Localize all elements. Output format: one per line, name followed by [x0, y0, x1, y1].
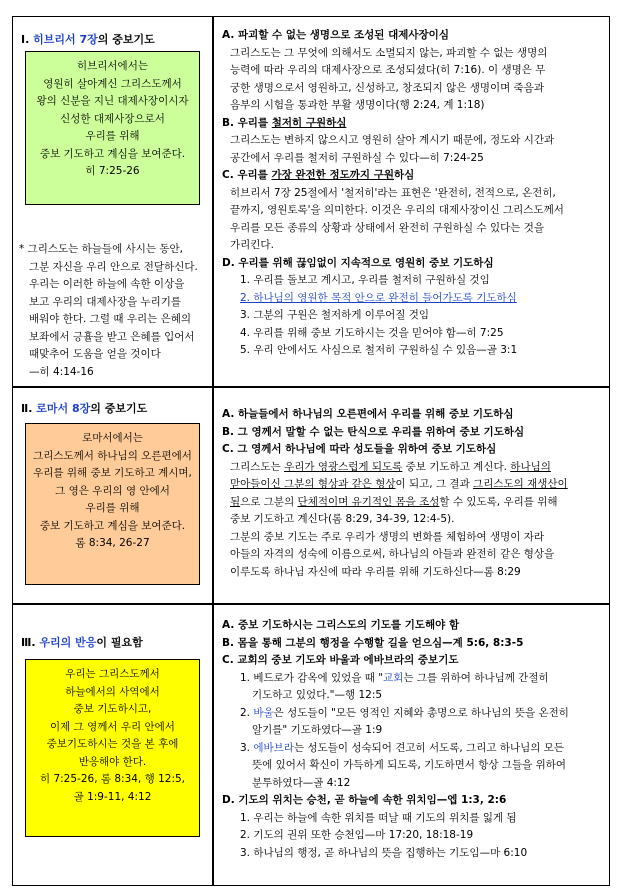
point-d-item: 3. 그분의 구원은 철저하게 이루어질 것임	[240, 309, 429, 321]
point-d-heading: D. 기도의 위치는 승천, 곧 하늘에 속한 위치임—엡 1:3, 2:6	[222, 794, 507, 806]
section-2-title-highlight: 로마서 8장	[36, 402, 91, 415]
point-b-heading: B. 몸을 통해 그분의 행정을 수행할 길을 얻으심—계 5:6, 8:3-5	[222, 636, 524, 649]
point-b-body: 그리스도는 변하지 않으시고 영원히 살아 계시기 때문에, 정도와 시간과	[230, 134, 555, 146]
note-line: 우리는 이러한 하늘에 속한 이상을	[29, 278, 185, 290]
row-divider-2	[13, 603, 609, 605]
point-a-body: 음부의 시험을 통과한 부활 생명이다(행 2:24, 계 1:18)	[230, 99, 485, 111]
point-c-item: 3. 에바브라는 성도들이 성숙되어 견고히 서도록, 그리고 하나님의 모든	[240, 741, 565, 754]
point-b-body: 공간에서 우리를 철저히 구원하실 수 있다—히 7:24-25	[230, 151, 484, 164]
section-1-title-rest: 의 중보기도	[97, 33, 155, 46]
point-c-body: 맏아들이신 그분의 형상과 같은 형상이 되고, 그 결과 그리스도의 재생산이	[230, 478, 568, 490]
section-3-title: Ⅲ. 우리의 반응이 필요함	[21, 636, 143, 649]
point-a-body: 능력에 따라 우리의 대제사장으로 조성되셨다(히 7:16). 이 생명은 무	[230, 64, 546, 76]
box-line: 히 7:25-26, 롬 8:34, 행 12:5,	[39, 773, 186, 785]
point-d-item-highlighted: 2. 하나님의 영원한 목적 안으로 완전히 들어가도록 기도하심	[240, 291, 517, 304]
box-line: 이제 그 영께서 우리 안에서	[50, 720, 175, 733]
point-b-heading: B. 우리를 철저히 구원하심	[222, 116, 347, 129]
point-c-item-cont: 분투하였다—골 4:12	[252, 776, 351, 789]
section-3-title-rest: 이 필요함	[96, 636, 143, 649]
note-line: 때맞추어 도움을 얻을 것이다	[29, 348, 161, 360]
point-c-body: 우리를 모든 종류의 상황과 상태에서 완전히 구원하실 수 있다는 것을	[230, 221, 545, 234]
point-c-heading: C. 우리를 가장 완전한 정도까지 구원하심	[222, 169, 415, 181]
box-line: 롬 8:34, 26-27	[75, 537, 150, 549]
point-c-item: 2. 바울은 성도들이 "모든 영적인 지혜와 총명으로 하나님의 뜻을 온전히	[240, 706, 569, 719]
point-c-body: 이루도록 하나님 자신에 따라 우리를 위해 기도하신다—롬 8:29	[230, 565, 521, 578]
box-line: 중보 기도하고 계심을 보여준다.	[39, 147, 186, 160]
section-2-title-rest: 의 중보기도	[90, 402, 148, 415]
note-line: —히 4:14-16	[29, 365, 94, 378]
section-1-note	[19, 241, 198, 381]
section-1-content	[214, 27, 608, 360]
box-line: 로마서에서는	[82, 432, 143, 444]
point-b-heading: B. 그 영께서 말할 수 없는 탄식으로 우리를 위하여 중보 기도하심	[222, 425, 525, 438]
point-c-item-cont: 알기를" 기도하였다—골 1:9	[252, 724, 383, 736]
point-d-item: 4. 우리를 위해 중보 기도하시는 것을 믿어야 함—히 7:25	[240, 326, 504, 339]
box-line: 그 영은 우리의 영 안에서	[55, 484, 170, 497]
point-c-item-cont: 뜻에 있어서 확신이 가득하게 되도록, 기도하면서 항상 그들을 위하여	[252, 759, 567, 771]
point-d-item: 5. 우리 안에서도 사심으로 철저히 구원하실 수 있음—골 3:1	[240, 344, 518, 356]
note-line: 보좌에서 긍휼을 받고 은혜를 입어서	[29, 330, 195, 343]
point-c-body: 히브리서 7장 25절에서 '철저히'라는 표현은 '완전히, 전적으로, 온전히,	[230, 186, 556, 199]
point-c-heading: C. 그 영께서 하나님에 따라 성도들을 위하여 중보 기도하심	[222, 443, 497, 455]
point-c-item: 1. 베드로가 감옥에 있었을 때 "교회는 그를 위하여 하나님께 간절히	[240, 671, 549, 684]
box-line: 반응해야 한다.	[78, 755, 147, 768]
note-line: * 그리스도는 하늘들에 사시는 동안,	[19, 243, 183, 255]
point-c-body: 끝까지, 영원토록'을 의미한다. 이것은 우리의 대제사장이신 그리스도께서	[230, 204, 564, 216]
box-line: 우리를 위해	[85, 130, 140, 142]
box-line: 중보 기도하시고,	[73, 703, 152, 715]
point-c-body: 그분의 중보 기도는 주로 우리가 생명의 변화를 체험하여 생명이 자라	[230, 530, 545, 543]
point-d-heading: D. 우리를 위해 끊임없이 지속적으로 영원히 중보 기도하심	[222, 256, 494, 269]
outline-table	[12, 16, 610, 886]
section-1-title-highlight: 히브리서 7장	[33, 33, 98, 46]
point-c-body: 그리스도는 우리가 영광스럽게 되도록 중보 기도하고 계신다. 하나님의	[230, 460, 551, 473]
box-line: 중보기도하시는 것을 본 후에	[46, 738, 179, 750]
section-1-summary-box	[25, 51, 200, 205]
point-c-body: 중보 기도하고 계신다(롬 8:29, 34-39, 12:4-5).	[230, 513, 455, 525]
box-line: 중보 기도하고 계심을 보여준다.	[39, 519, 186, 532]
note-line: 그분 자신을 우리 안으로 전달하신다.	[29, 260, 198, 273]
box-line: 신성한 대제사장으로서	[60, 112, 165, 125]
row-divider-1	[13, 386, 609, 388]
box-line: 하늘에서의 사역에서	[65, 685, 160, 698]
section-2-title: Ⅱ. 로마서 8장의 중보기도	[21, 402, 148, 415]
box-line: 우리를 위해 중보 기도하고 계시며,	[33, 467, 192, 479]
point-d-item: 1. 우리를 돌보고 계시고, 우리를 철저히 구원하실 것임	[240, 274, 490, 286]
point-c-item-cont: 기도하고 있었다."—행 12:5	[252, 689, 383, 701]
section-3-title-highlight: 우리의 반응	[39, 636, 97, 649]
box-line: 우리를 위해	[85, 502, 140, 514]
section-2-content	[214, 406, 608, 581]
box-line: 그리스도께서 하나님의 오른편에서	[33, 449, 192, 462]
point-a-heading: A. 파괴할 수 없는 생명으로 조성된 대제사장이심	[222, 29, 449, 41]
section-3-content	[214, 617, 608, 862]
point-c-body: 됨으로 그분의 단체적이며 유기적인 몸을 조성할 수 있도록, 우리를 위해	[230, 495, 558, 508]
box-line: 골 1:9-11, 4:12	[73, 790, 152, 803]
point-a-heading: A. 중보 기도하시는 그리스도의 기도를 기도해야 함	[222, 619, 460, 631]
box-line: 영원히 살아계신 그리스도께서	[43, 77, 182, 90]
point-c-heading: C. 교회의 중보 기도와 바울과 에바브라의 중보기도	[222, 654, 459, 666]
point-c-body: 아들의 자격의 성숙에 이름으로써, 하나님의 아들과 완전히 같은 형상을	[230, 548, 555, 560]
point-d-item: 2. 기도의 권위 또한 승천임—마 17:20, 18:18-19	[240, 829, 474, 841]
box-line: 히브리서에서는	[76, 60, 148, 72]
box-line: 히 7:25-26	[85, 165, 140, 177]
note-line: 보고 우리의 대제사장을 누리기를	[29, 295, 182, 308]
point-c-body: 가리킨다.	[230, 239, 274, 251]
section-3-summary-box	[25, 659, 200, 837]
point-d-item: 1. 우리는 하늘에 속한 위치를 떠날 때 기도의 위치를 잃게 됨	[240, 811, 517, 824]
point-a-heading: A. 하늘들에서 하나님의 오른편에서 우리를 위해 중보 기도하심	[222, 408, 514, 420]
point-a-body: 궁한 생명으로서 영원하고, 신성하고, 창조되지 않은 생명이며 죽음과	[230, 81, 545, 94]
box-line: 왕의 신분을 지닌 대제사장이시자	[36, 95, 189, 107]
point-a-body: 그리스도는 그 무엇에 의해서도 소멸되지 않는, 파괴할 수 없는 생명의	[230, 46, 548, 59]
section-1-title: Ⅰ. 히브리서 7장의 중보기도	[21, 33, 155, 46]
box-line: 우리는 그리스도께서	[65, 668, 160, 680]
section-2-summary-box	[25, 423, 200, 585]
point-d-item: 3. 하나님의 행정, 곧 하나님의 뜻을 집행하는 기도임—마 6:10	[240, 846, 528, 859]
note-line: 배워야 한다. 그럴 때 우리는 은혜의	[29, 313, 192, 325]
